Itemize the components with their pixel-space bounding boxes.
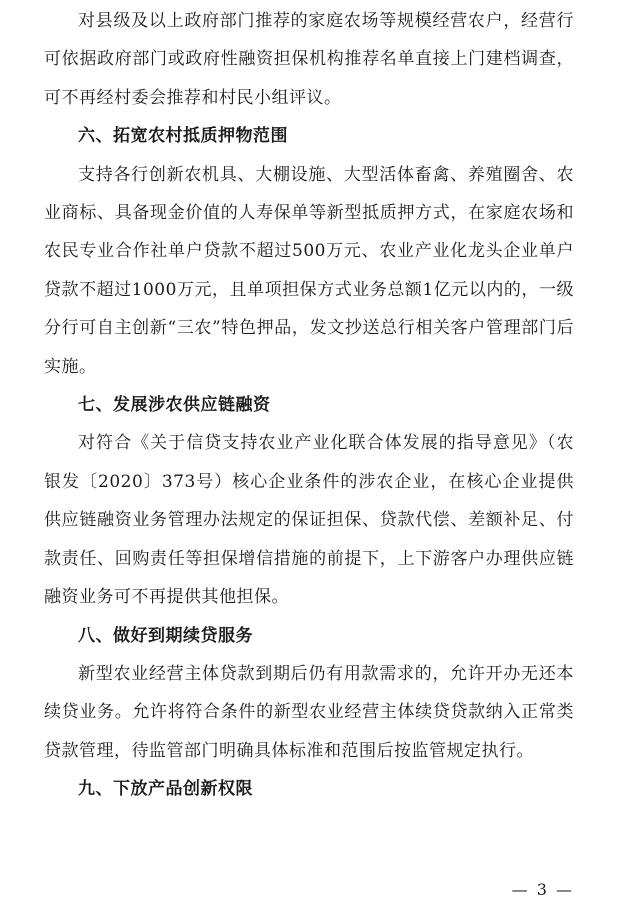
- document-body: [44, 2, 574, 809]
- paragraph-supply-chain: 对符合《关于信贷支持农业产业化联合体发展的指导意见》（农银发〔2020〕373号）核心企业条件的涉农企业，在核心企业提供供应链融资业务管理办法规定的保证担保、贷款代偿、差额补足、付款责任、回购责任等担保增信措施的前提下，上下游客户办理供应链融资业务可不再提供其他担保。: [44, 433, 574, 608]
- section-heading-6: 六、拓宽农村抵质押物范围: [78, 126, 288, 147]
- section-heading-8: 八、做好到期续贷服务: [78, 625, 253, 646]
- page-number: — 3 —: [511, 880, 574, 899]
- section-heading-9: 九、下放产品创新权限: [78, 779, 253, 800]
- paragraph-renewal: 新型农业经营主体贷款到期后仍有用款需求的，允许开办无还本续贷业务。允许将符合条件的新型农业经营主体续贷贷款纳入正常类贷款管理，待监管部门明确具体标准和范围后按监管规定执行。: [44, 663, 574, 761]
- paragraph-collateral: 支持各行创新农机具、大棚设施、大型活体畜禽、养殖圈舍、农业商标、具备现金价值的人寿保单等新型抵质押方式，在家庭农场和农民专业合作社单户贷款不超过500万元、农业产业化龙头企业单户贷款不超过1000万元，且单项担保方式业务总额1亿元以内的，一级分行可自主创新“三农”特色押品，发文抄送总行相关客户管理部门后实施。: [44, 164, 574, 377]
- paragraph-farm-households: 对县级及以上政府部门推荐的家庭农场等规模经营农户，经营行可依据政府部门或政府性融资担保机构推荐名单直接上门建档调查，可不再经村委会推荐和村民小组评议。: [44, 11, 574, 108]
- section-heading-7: 七、发展涉农供应链融资: [78, 395, 271, 416]
